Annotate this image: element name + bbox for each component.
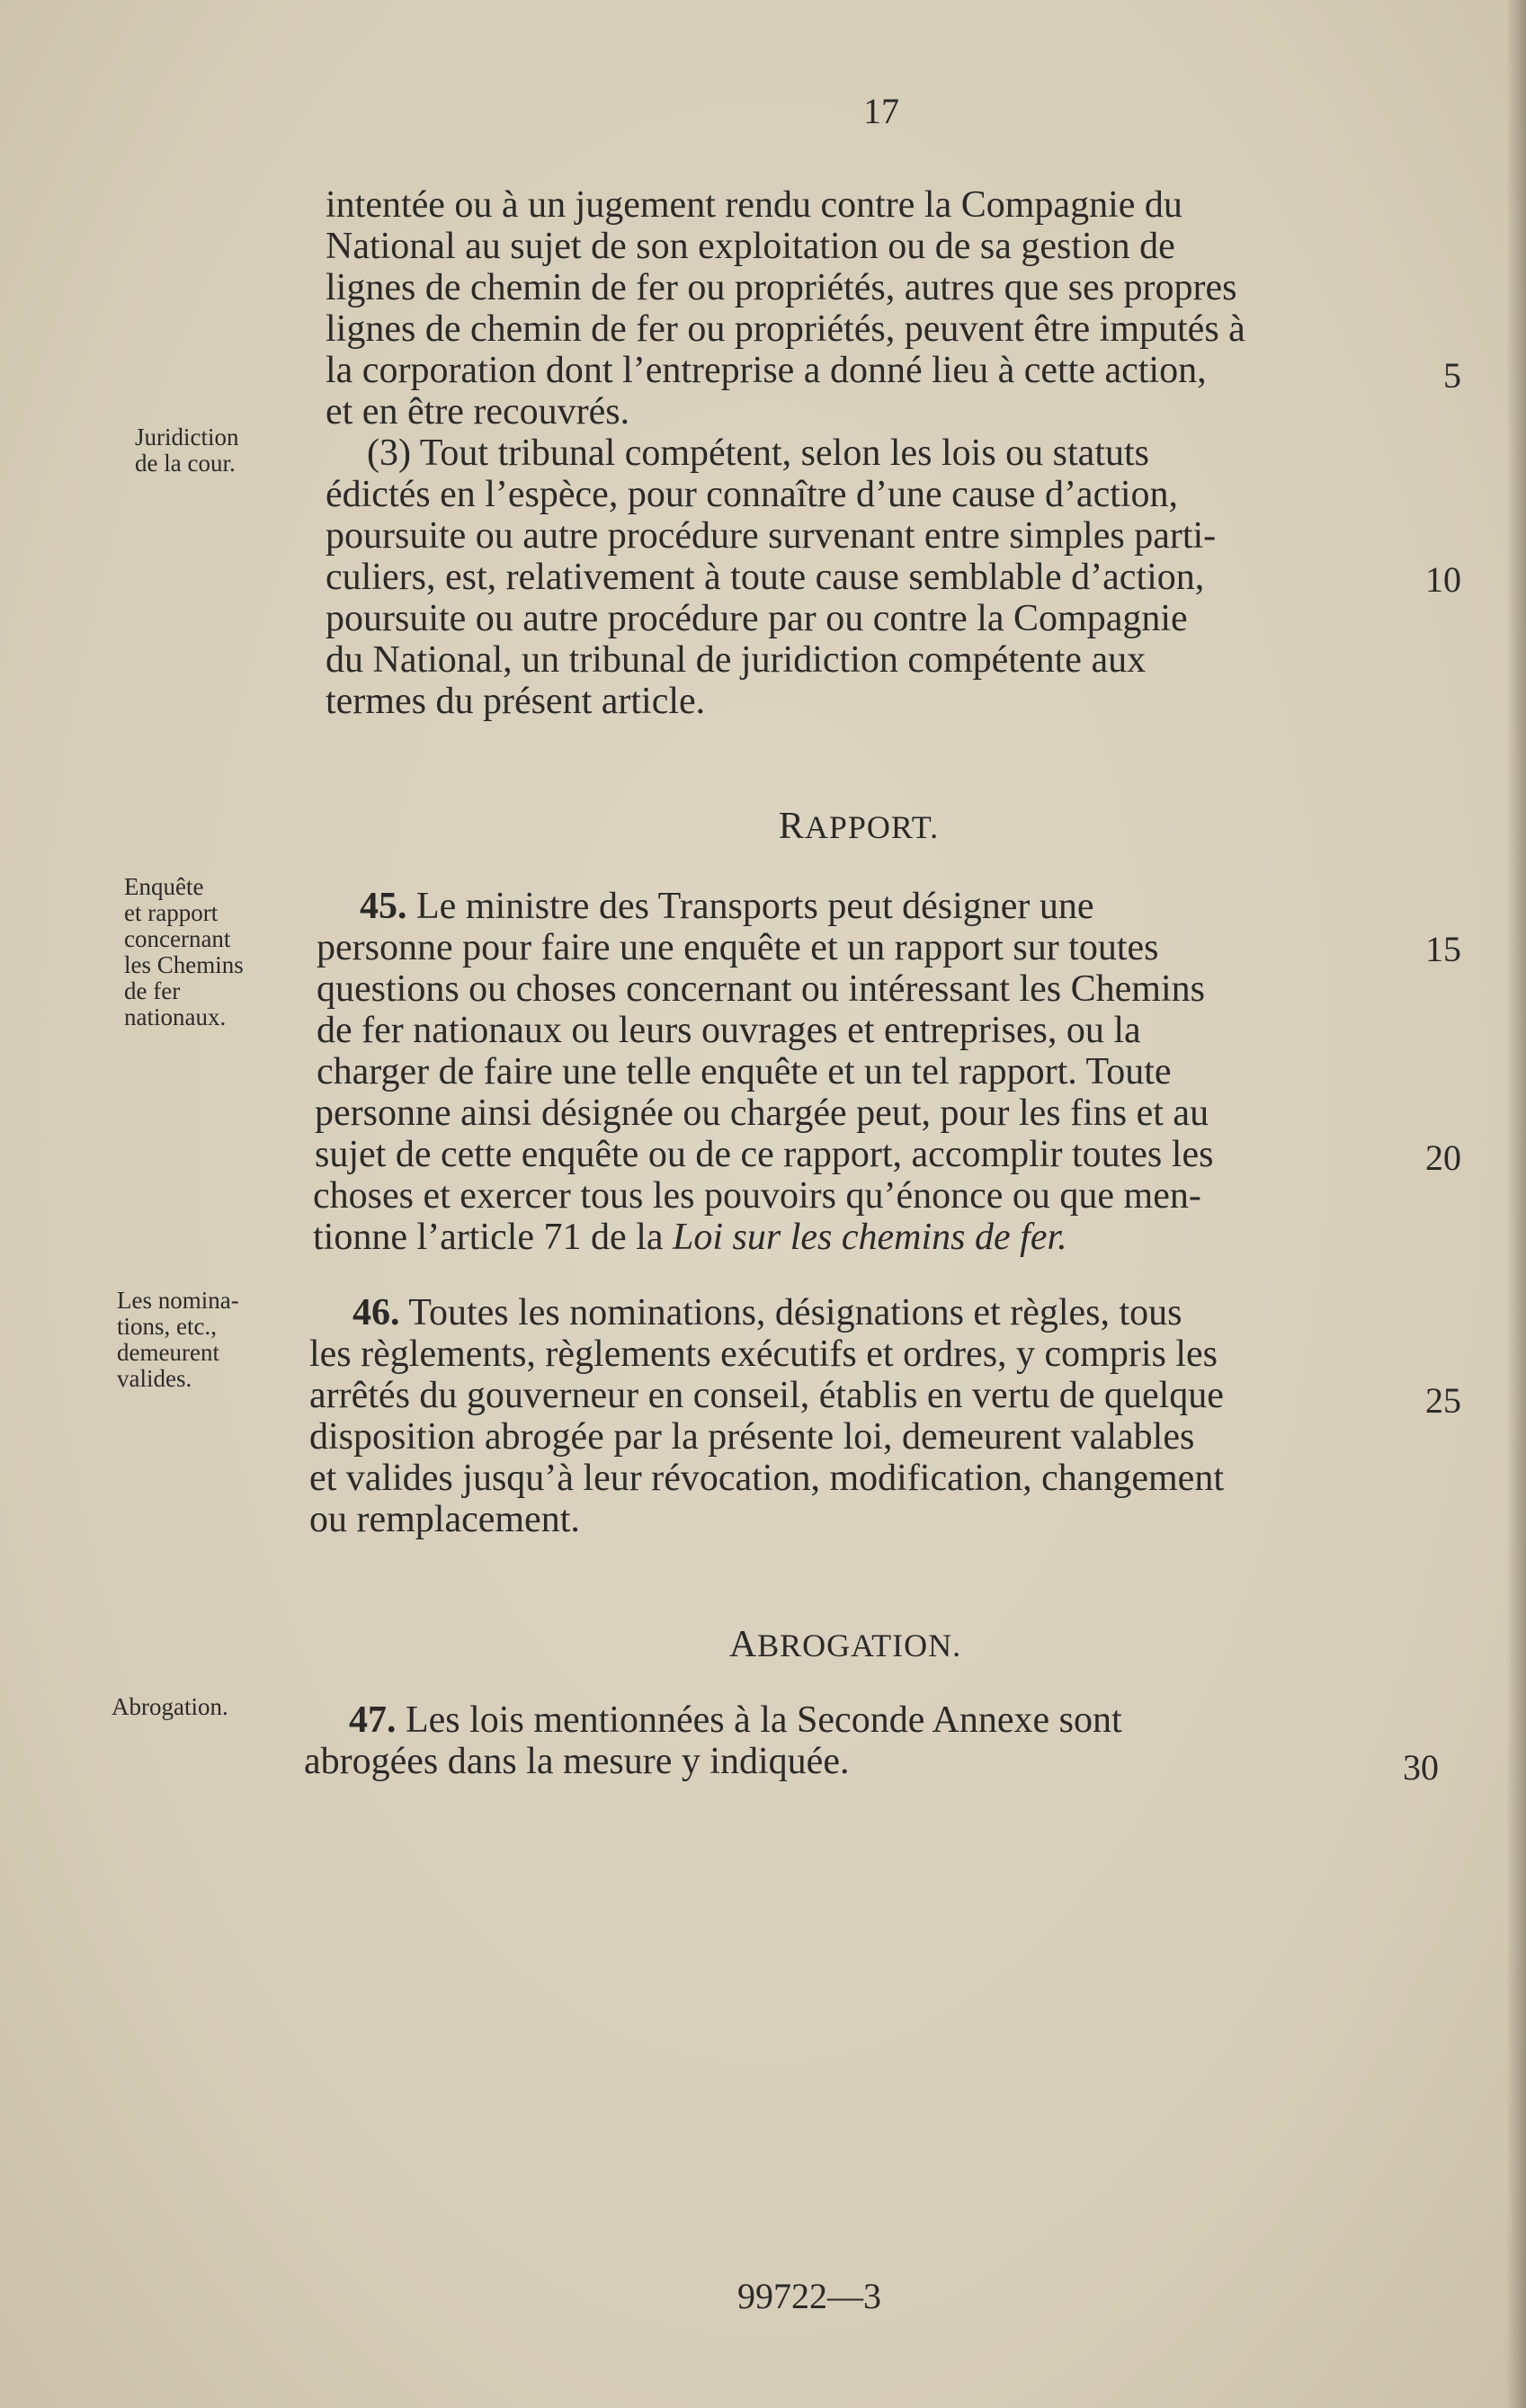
- margin-note-line: Abrogation.: [112, 1693, 228, 1720]
- text-line: lignes de chemin de fer ou propriétés, peuvent être imputés à: [326, 308, 1245, 350]
- line-number: 10: [1425, 559, 1461, 600]
- text-line: de fer nationaux ou leurs ouvrages et entreprises, ou la: [317, 1010, 1141, 1051]
- text-line: culiers, est, relativement à toute cause semblable d’action,: [326, 557, 1205, 598]
- margin-note-line: les Chemins: [124, 951, 244, 978]
- text-line: la corporation dont l’entreprise a donné lieu à cette action,: [326, 350, 1207, 391]
- section-number-47: 47.: [349, 1699, 397, 1741]
- text-line: poursuite ou autre procédure par ou contre la Compagnie: [326, 598, 1188, 639]
- text-line: choses et exercer tous les pouvoirs qu’énonce ou que men-: [313, 1175, 1201, 1217]
- section-heading-rapport: [544, 805, 1174, 848]
- text-line: ou remplacement.: [309, 1499, 580, 1540]
- line-number: 30: [1403, 1747, 1439, 1788]
- margin-note-juridiction: [135, 424, 239, 477]
- line-number: 25: [1425, 1380, 1461, 1421]
- text-line: charger de faire une telle enquête et un tel rapport. Toute: [317, 1051, 1172, 1093]
- heading-initial: A: [728, 1624, 758, 1665]
- margin-note-line: tions, etc.,: [117, 1313, 217, 1340]
- footer-signature: 99722—3: [737, 2276, 881, 2316]
- margin-note-abrogation: [112, 1694, 228, 1720]
- margin-note-line: Les nomina-: [117, 1287, 239, 1314]
- text-line: et valides jusqu’à leur révocation, modification, changement: [309, 1458, 1224, 1499]
- margin-note-nominations: [117, 1288, 239, 1392]
- margin-note-line: de la cour.: [135, 450, 236, 477]
- text-line: questions ou choses concernant ou intéressant les Chemins: [317, 968, 1205, 1010]
- text-line: termes du présent article.: [326, 681, 706, 722]
- text-line: disposition abrogée par la présente loi, demeurent valables: [309, 1416, 1195, 1458]
- margin-note-line: de fer: [124, 977, 181, 1004]
- text-line: lignes de chemin de fer ou propriétés, autres que ses propres: [326, 267, 1237, 308]
- heading-initial: R: [778, 806, 805, 847]
- text-line: poursuite ou autre procédure survenant entre simples parti-: [326, 515, 1217, 557]
- page-number: 17: [863, 91, 899, 131]
- margin-note-line: concernant: [124, 925, 231, 952]
- margin-note-line: Enquête: [124, 873, 204, 900]
- margin-note-line: nationaux.: [124, 1003, 227, 1030]
- margin-note-line: valides.: [117, 1365, 192, 1392]
- margin-note-line: et rapport: [124, 899, 219, 926]
- text-line: les règlements, règlements exécutifs et ordres, y compris les: [309, 1333, 1218, 1375]
- margin-note-line: Juridiction: [135, 424, 239, 450]
- margin-note-enquete: [124, 874, 244, 1030]
- line-number: 20: [1425, 1137, 1461, 1178]
- text-line: édictés en l’espèce, pour connaître d’une cause d’action,: [326, 474, 1179, 515]
- text-line: et en être recouvrés.: [326, 391, 630, 433]
- text-span: Toutes les nominations, désignations et règles, tous: [399, 1292, 1182, 1333]
- text-line: [349, 1699, 1428, 1741]
- text-line: du National, un tribunal de juridiction compétente aux: [326, 639, 1147, 681]
- text-line: personne ainsi désignée ou chargée peut, pour les fins et au: [315, 1093, 1209, 1134]
- text-line: arrêtés du gouverneur en conseil, établis en vertu de quelque: [309, 1375, 1224, 1416]
- text-line: [360, 886, 1439, 927]
- text-line: abrogées dans la mesure y indiquée.: [304, 1741, 850, 1782]
- section-number-46: 46.: [352, 1292, 400, 1333]
- line-number: 5: [1443, 355, 1461, 396]
- heading-rest: BROGATION.: [757, 1628, 962, 1663]
- heading-rest: APPORT.: [804, 809, 940, 845]
- text-span: tionne l’article 71 de la: [313, 1217, 674, 1258]
- line-number: 15: [1425, 929, 1461, 969]
- text-line: [313, 1217, 1392, 1258]
- page-edge-shadow: [1506, 0, 1526, 2408]
- margin-note-line: demeurent: [117, 1339, 219, 1366]
- text-line: intentée ou à un jugement rendu contre la Compagnie du: [326, 184, 1182, 226]
- text-span: Le ministre des Transports peut désigner une: [406, 886, 1094, 927]
- text-line: National au sujet de son exploitation ou de sa gestion de: [326, 226, 1175, 267]
- text-line: [352, 1292, 1432, 1333]
- text-line: (3) Tout tribunal compétent, selon les lois ou statuts: [367, 433, 1150, 474]
- section-heading-abrogation: [531, 1623, 1160, 1666]
- act-title-italic: Loi sur les chemins de fer.: [673, 1217, 1067, 1258]
- text-span: Les lois mentionnées à la Seconde Annexe sont: [396, 1699, 1122, 1741]
- section-number-45: 45.: [360, 886, 407, 927]
- text-line: personne pour faire une enquête et un rapport sur toutes: [317, 927, 1159, 968]
- text-line: sujet de cette enquête ou de ce rapport, accomplir toutes les: [315, 1134, 1214, 1175]
